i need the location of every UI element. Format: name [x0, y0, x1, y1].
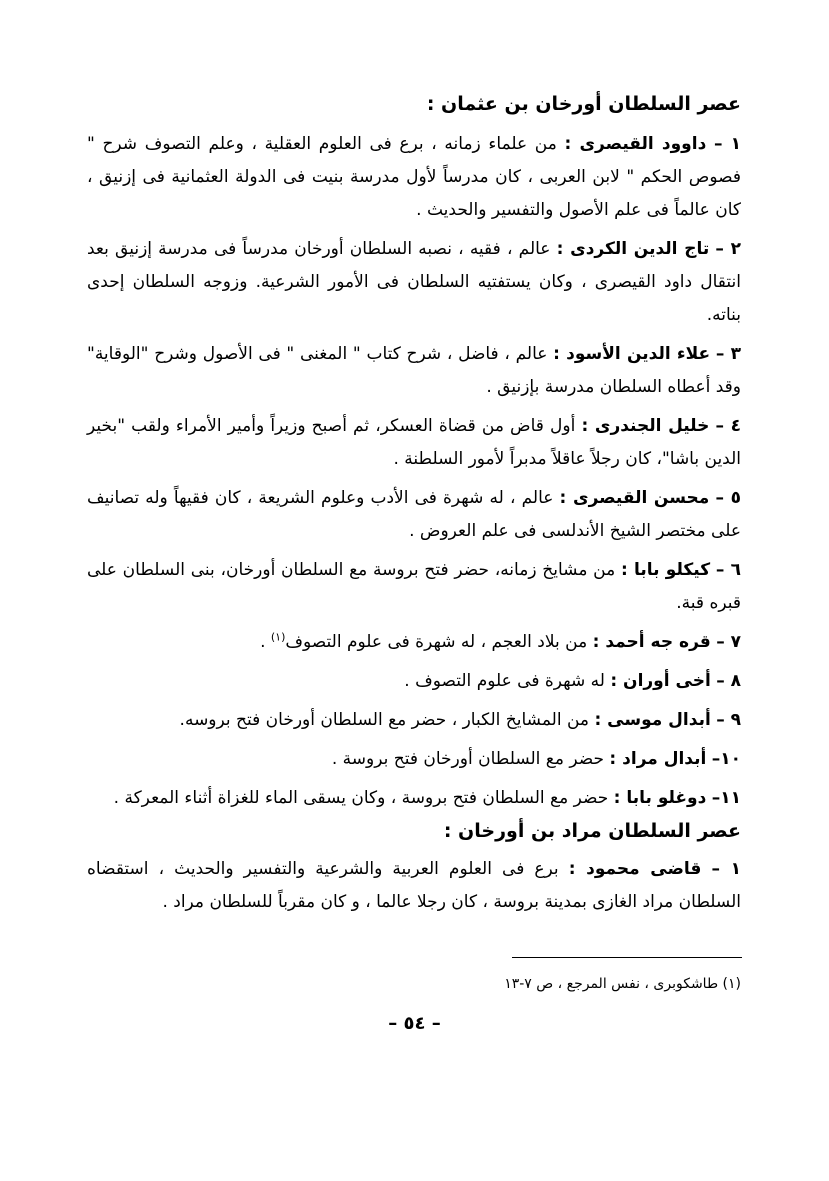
- entry-text: أول قاض من قضاة العسكر، ثم أصبح وزيراً وأمير الأمراء ولقب "بخير الدين باشا"، كان رجلاً عاقلاً مدبراً لأمور السلطنة .: [87, 416, 741, 469]
- entry-1: [87, 128, 741, 227]
- entry-name: داوود القيصرى :: [564, 134, 707, 154]
- entry-5: [87, 482, 741, 548]
- entry-number: ١١–: [711, 788, 741, 808]
- section-heading-murad: عصر السلطان مراد بن أورخان :: [443, 820, 741, 842]
- entry-name: كيكلو بابا :: [620, 560, 711, 580]
- entry-2: [87, 233, 741, 332]
- entry-name: أبدال مراد :: [609, 749, 707, 769]
- entry-text: من علماء زمانه ، برع فى العلوم العقلية ، وعلم التصوف شرح " فصوص الحكم " لابن العربى ، كان مدرساً لأول مدرسة بنيت فى الدولة العثمانية فى إزنيق ، كان عالماً فى علم الأصول والتفسير والحديث .: [87, 134, 741, 220]
- entry-number: ٥ –: [715, 488, 741, 508]
- entry-10: [87, 743, 741, 776]
- footnote-marker: (١): [270, 630, 286, 644]
- entry-7: [87, 626, 741, 659]
- entry-text: من بلاد العجم ، له شهرة فى علوم التصوف: [285, 632, 588, 652]
- entry-text: عالم ، فقيه ، نصبه السلطان أورخان مدرساً فى مدرسة إزنيق بعد انتقال داود القيصرى ، وكان يستفتيه السلطان فى الأمور الشرعية. وزوجه السلطان إحدى بناته.: [87, 239, 741, 325]
- entry-name: قره جه أحمد :: [592, 632, 711, 652]
- page-number: – ٥٤ –: [388, 1013, 441, 1034]
- entry-text: من المشايخ الكبار ، حضر مع السلطان أورخان فتح بروسه.: [179, 710, 590, 730]
- entry-number: ٩ –: [716, 710, 741, 730]
- entry-name: دوغلو بابا :: [613, 788, 707, 808]
- entry-text: عالم ، فاضل ، شرح كتاب " المغنى " فى الأصول وشرح "الوقاية" وقد أعطاه السلطان مدرسة بإزنيق .: [87, 344, 741, 397]
- entry-text: من مشايخ زمانه، حضر فتح بروسة مع السلطان أورخان، بنى السلطان على قبره قبة.: [87, 560, 741, 613]
- footnote: (١) طاشكوبرى ، نفس المرجع ، ص ٧-١٣: [504, 976, 741, 992]
- entry-8: [87, 665, 741, 698]
- entry-text: عالم ، له شهرة فى الأدب وعلوم الشريعة ، كان فقيهاً وله تصانيف على مختصر الشيخ الأندلسى فى علم العروض .: [87, 488, 741, 541]
- entry-6: [87, 554, 741, 620]
- entry-name: محسن القيصرى :: [559, 488, 710, 508]
- footnote-divider: [512, 957, 742, 958]
- entry-number: ١٠–: [711, 749, 741, 769]
- entry-11: [87, 782, 741, 815]
- section-heading-orhan: عصر السلطان أورخان بن عثمان :: [426, 93, 741, 115]
- entry-name: أبدال موسى :: [594, 710, 711, 730]
- entry-1: [87, 853, 741, 919]
- entry-name: قاضى محمود :: [568, 859, 702, 879]
- entry-text: حضر مع السلطان أورخان فتح بروسة .: [331, 749, 605, 769]
- entry-number: ٣ –: [715, 344, 741, 364]
- entry-name: تاج الدين الكردى :: [556, 239, 710, 259]
- entry-number: ٧ –: [716, 632, 741, 652]
- entry-text: له شهرة فى علوم التصوف .: [404, 671, 605, 691]
- entry-name: أخى أوران :: [610, 671, 711, 691]
- entry-name: خليل الجندرى :: [581, 416, 710, 436]
- section-orhan-entries: [87, 128, 741, 821]
- entry-number: ٨ –: [716, 671, 741, 691]
- entry-number: ١ –: [713, 134, 741, 154]
- entry-number: ٦ –: [715, 560, 742, 580]
- entry-number: ٤ –: [715, 416, 742, 436]
- section-murad-entries: [87, 853, 741, 925]
- entry-tail: .: [260, 632, 271, 652]
- entry-number: ٢ –: [715, 239, 742, 259]
- entry-4: [87, 410, 741, 476]
- entry-text: حضر مع السلطان فتح بروسة ، وكان يسقى الماء للغزاة أثناء المعركة .: [113, 788, 609, 808]
- entry-name: علاء الدين الأسود :: [553, 344, 711, 364]
- entry-9: [87, 704, 741, 737]
- entry-number: ١ –: [711, 859, 741, 879]
- entry-text: برع فى العلوم العربية والشرعية والتفسير والحديث ، استقضاه السلطان مراد الغازى بمدينة بروسة ، كان رجلا عالما ، و كان مقرباً للسلطان مراد .: [87, 859, 741, 912]
- entry-3: [87, 338, 741, 404]
